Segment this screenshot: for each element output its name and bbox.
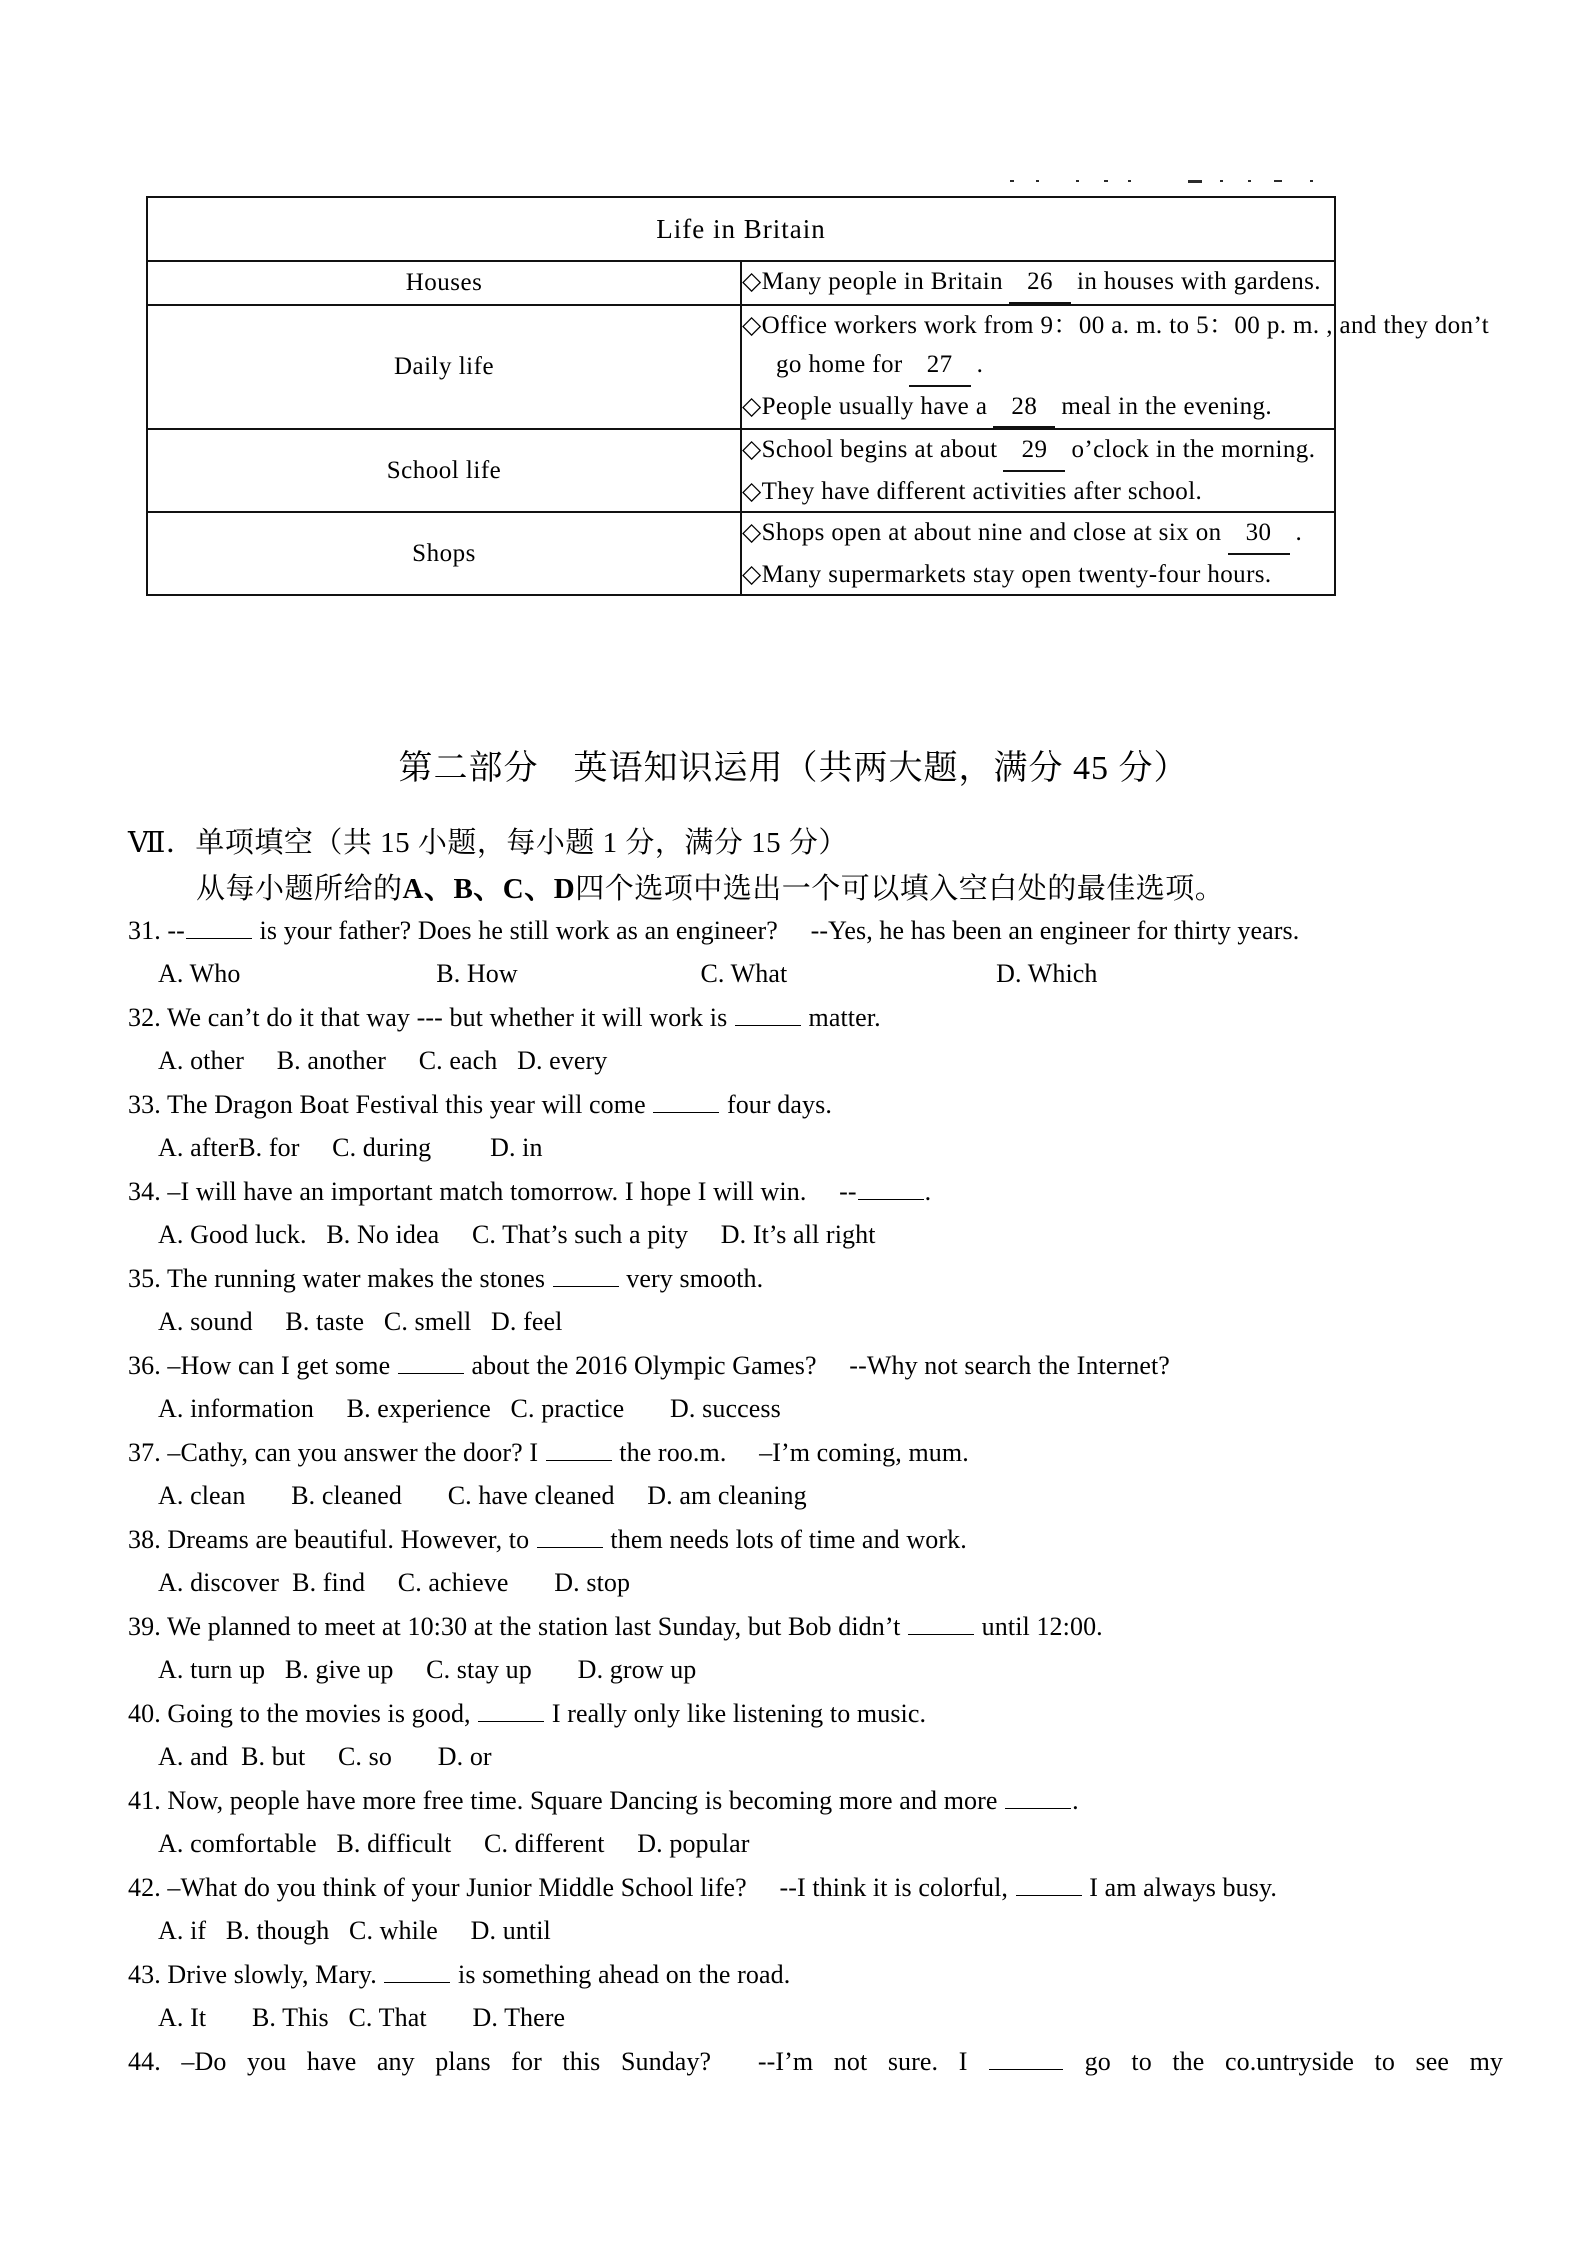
- life-in-britain-table: [146, 196, 1490, 596]
- question-37: [128, 1438, 1508, 1525]
- answer-blank[interactable]: [653, 1092, 719, 1113]
- question-stem: [128, 1699, 1508, 1742]
- question-stem: [128, 2047, 1503, 2090]
- question-options[interactable]: A. clean B. cleaned C. have cleaned D. am cleaning: [158, 1481, 807, 1510]
- bullet-line: [742, 262, 1334, 304]
- question-number: 31.: [128, 916, 161, 945]
- stem-text-post: matter.: [801, 1003, 881, 1032]
- question-stem: [128, 1525, 1508, 1568]
- question-40: [128, 1699, 1508, 1786]
- stem-text-post: .: [924, 1177, 932, 1206]
- bullet-line: [742, 430, 1334, 472]
- scan-artifact-speckles: [1010, 178, 1350, 186]
- stem-text-pre: Drive slowly, Mary.: [167, 1960, 384, 1989]
- answer-blank[interactable]: [1005, 1788, 1071, 1809]
- stem-text-pre: –Do you have any plans for this Sunday? --I’m not sure. I: [181, 2047, 989, 2076]
- row-category-school-life: School life: [147, 429, 741, 512]
- stem-text-pre: We planned to meet at 10:30 at the station last Sunday, but Bob didn’t: [166, 1612, 908, 1641]
- question-number: 38.: [128, 1525, 161, 1554]
- question-stem: [128, 1264, 1508, 1307]
- stem-text-post: until 12:00.: [975, 1612, 1103, 1641]
- question-number: 39.: [128, 1612, 161, 1641]
- question-options[interactable]: A. other B. another C. each D. every: [158, 1046, 608, 1075]
- bullet-line: [742, 555, 1334, 595]
- question-34: [128, 1177, 1508, 1264]
- question-number: 44.: [128, 2047, 161, 2076]
- row-category-houses: Houses: [147, 261, 741, 305]
- question-number: 41.: [128, 1786, 161, 1815]
- answer-blank-28[interactable]: 28: [993, 387, 1055, 429]
- answer-blank[interactable]: [398, 1353, 464, 1374]
- stem-text-pre: Dreams are beautiful. However, to: [167, 1525, 536, 1554]
- answer-blank[interactable]: [537, 1527, 603, 1548]
- instruction-options-letters: A、B、C、D: [402, 873, 576, 905]
- line-text-pre: go home for: [776, 351, 903, 378]
- question-stem: [128, 1960, 1508, 2003]
- table-title-row: [147, 197, 1335, 261]
- stem-text-post: the roo.m. –I’m coming, mum.: [612, 1438, 969, 1467]
- row-category-daily-life: Daily life: [147, 305, 741, 430]
- stem-text-post: very smooth.: [619, 1264, 764, 1293]
- bullet-line: [742, 513, 1334, 555]
- question-stem: [128, 1177, 1508, 1220]
- question-38: [128, 1525, 1508, 1612]
- line-text-pre: ◇Shops open at about nine and close at six on: [742, 519, 1222, 546]
- question-43: [128, 1960, 1508, 2047]
- answer-blank[interactable]: [546, 1440, 612, 1461]
- question-stem: [128, 1612, 1508, 1655]
- stem-text-pre: Going to the movies is good,: [167, 1699, 478, 1728]
- answer-blank[interactable]: [735, 1005, 801, 1026]
- question-41: [128, 1786, 1508, 1873]
- line-text-post: o’clock in the morning.: [1071, 436, 1316, 463]
- table-row: [147, 429, 1335, 512]
- question-number: 35.: [128, 1264, 161, 1293]
- question-33: [128, 1090, 1508, 1177]
- row-content-shops: [741, 512, 1335, 595]
- question-stem: [128, 1351, 1508, 1394]
- stem-text-pre: We can’t do it that way --- but whether it will work is: [166, 1003, 734, 1032]
- answer-blank[interactable]: [1016, 1875, 1082, 1896]
- question-options[interactable]: A. afterB. for C. during D. in: [158, 1133, 543, 1162]
- question-options[interactable]: A. comfortable B. difficult C. different D. popular: [158, 1829, 750, 1858]
- instruction-part-a: 从每小题所给的: [196, 873, 403, 905]
- bullet-line: [742, 472, 1334, 512]
- line-text-post: in houses with gardens.: [1077, 268, 1321, 295]
- answer-blank-29[interactable]: 29: [1003, 430, 1065, 472]
- answer-blank-30[interactable]: 30: [1228, 513, 1290, 555]
- question-options[interactable]: A. sound B. taste C. smell D. feel: [158, 1307, 563, 1336]
- question-options[interactable]: A. Who B. How C. What D. Which: [158, 959, 1098, 988]
- question-number: 34.: [128, 1177, 161, 1206]
- stem-text-pre: –How can I get some: [167, 1351, 397, 1380]
- stem-text-post: about the 2016 Olympic Games? --Why not search the Internet?: [464, 1351, 1170, 1380]
- stem-text-pre: –Cathy, can you answer the door? I: [167, 1438, 545, 1467]
- question-number: 36.: [128, 1351, 161, 1380]
- stem-text-post: is your father? Does he still work as an engineer? --Yes, he has been an engineer for thirty years.: [252, 916, 1300, 945]
- question-number: 43.: [128, 1960, 161, 1989]
- line-text-post: .: [1295, 519, 1303, 546]
- answer-blank[interactable]: [186, 918, 252, 939]
- question-39: [128, 1612, 1508, 1699]
- stem-text-pre: –I will have an important match tomorrow. I hope I will win. --: [167, 1177, 857, 1206]
- question-stem: [128, 916, 1508, 959]
- table-row: [147, 512, 1335, 595]
- table-row: [147, 261, 1335, 305]
- answer-blank[interactable]: [989, 2049, 1063, 2070]
- part-heading: 第二部分 英语知识运用（共两大题，满分 45 分）: [398, 750, 1189, 787]
- question-stem: [128, 1438, 1508, 1481]
- answer-blank-26[interactable]: 26: [1009, 262, 1071, 304]
- table-row: [147, 305, 1335, 430]
- question-options[interactable]: A. discover B. find C. achieve D. stop: [158, 1568, 631, 1597]
- line-text-pre: ◇They have different activities after school.: [742, 477, 1203, 505]
- table-title: Life in Britain: [147, 197, 1335, 261]
- question-35: [128, 1264, 1508, 1351]
- bullet-line: [742, 306, 1490, 346]
- stem-text-post: I really only like listening to music.: [545, 1699, 927, 1728]
- line-text-post: meal in the evening.: [1061, 392, 1273, 420]
- stem-text-post: them needs lots of time and work.: [603, 1525, 967, 1554]
- line-text-pre: ◇Many supermarkets stay open twenty-four hours.: [742, 560, 1272, 588]
- question-number: 40.: [128, 1699, 161, 1728]
- question-options[interactable]: A. and B. but C. so D. or: [158, 1742, 492, 1771]
- answer-blank[interactable]: [553, 1266, 619, 1287]
- stem-text-post: four days.: [720, 1090, 832, 1119]
- question-number: 37.: [128, 1438, 161, 1467]
- row-content-daily-life: [741, 305, 1490, 430]
- answer-blank[interactable]: [858, 1179, 924, 1200]
- question-stem: [128, 1786, 1508, 1829]
- stem-text-post: go to the co.untryside to see my: [1064, 2047, 1503, 2076]
- question-36: [128, 1351, 1508, 1438]
- bullet-line-continued: [742, 345, 1334, 387]
- stem-text-pre: –What do you think of your Junior Middle School life? --I think it is colorful,: [167, 1873, 1015, 1902]
- question-options[interactable]: A. turn up B. give up C. stay up D. grow up: [158, 1655, 697, 1684]
- question-options[interactable]: A. if B. though C. while D. until: [158, 1916, 551, 1945]
- instruction-part-c: 四个选项中选出一个可以填入空白处的最佳选项。: [575, 873, 1225, 905]
- bullet-line: [742, 387, 1334, 429]
- stem-text-pre: Now, people have more free time. Square Dancing is becoming more and more: [167, 1786, 1005, 1815]
- question-options[interactable]: A. It B. This C. That D. There: [158, 2003, 566, 2032]
- row-content-school-life: [741, 429, 1335, 512]
- stem-text-pre: The running water makes the stones: [166, 1264, 552, 1293]
- question-stem: [128, 1003, 1508, 1046]
- question-number: 42.: [128, 1873, 161, 1902]
- question-42: [128, 1873, 1508, 1960]
- stem-text-post: is something ahead on the road.: [451, 1960, 791, 1989]
- line-text-pre: ◇Office workers work from 9：00 a. m. to 5：00 p. m. , and they don’t: [742, 311, 1490, 339]
- answer-blank[interactable]: [908, 1614, 974, 1635]
- question-stem: [128, 1873, 1508, 1916]
- question-32: [128, 1003, 1508, 1090]
- line-text-post: .: [976, 351, 984, 378]
- answer-blank[interactable]: [478, 1701, 544, 1722]
- answer-blank[interactable]: [384, 1962, 450, 1983]
- stem-text-post: .: [1072, 1786, 1079, 1815]
- question-31: [128, 916, 1508, 1003]
- question-list: [128, 916, 1508, 2090]
- section-instructions: [196, 866, 1224, 907]
- question-options[interactable]: A. information B. experience C. practice D. success: [158, 1394, 781, 1423]
- line-text-pre: ◇School begins at about: [742, 436, 998, 463]
- row-category-shops: Shops: [147, 512, 741, 595]
- question-options[interactable]: A. Good luck. B. No idea C. That’s such a pity D. It’s all right: [158, 1220, 876, 1249]
- stem-text-post: I am always busy.: [1082, 1873, 1277, 1902]
- stem-text-pre: The Dragon Boat Festival this year will come: [166, 1090, 653, 1119]
- row-content-houses: [741, 261, 1335, 305]
- section-heading: Ⅶ．单项填空（共 15 小题，每小题 1 分，满分 15 分）: [128, 827, 848, 859]
- question-number: 33.: [128, 1090, 161, 1119]
- line-text-pre: ◇People usually have a: [742, 392, 988, 420]
- question-44: [128, 2047, 1508, 2090]
- answer-blank-27[interactable]: 27: [909, 345, 971, 387]
- stem-text-pre: --: [167, 916, 185, 945]
- line-text-pre: ◇Many people in Britain: [742, 268, 1004, 295]
- question-stem: [128, 1090, 1508, 1133]
- question-number: 32.: [128, 1003, 161, 1032]
